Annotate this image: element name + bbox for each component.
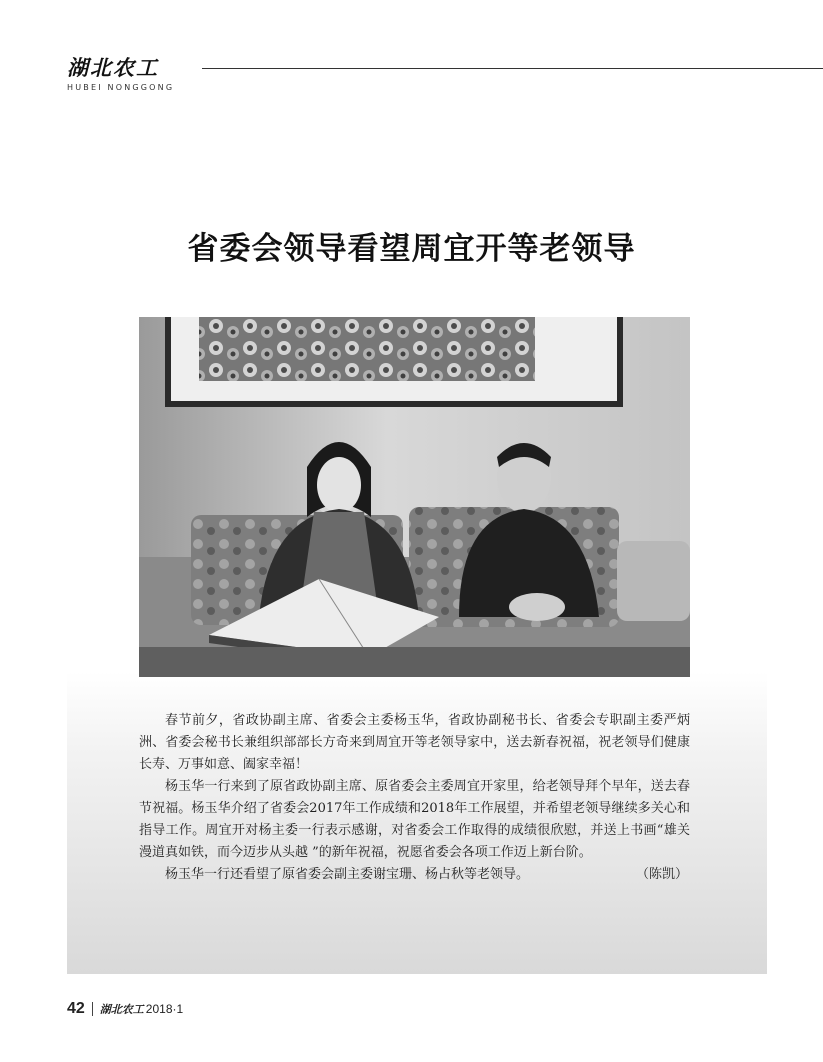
article-title: 省委会领导看望周宜开等老领导: [187, 231, 636, 267]
page-footer: [67, 1000, 183, 1018]
footer-divider: [92, 1002, 93, 1016]
footer-issue: 2018·1: [145, 1002, 184, 1016]
page-number: 42: [67, 1000, 85, 1017]
header-pinyin: HUBEI NONGGONG: [67, 83, 175, 92]
article-body: [139, 710, 690, 886]
footer-magazine-name: 湖北农工: [99, 1003, 144, 1016]
article-paragraph: 杨玉华一行来到了原省政协副主席、原省委会主委周宜开家里，给老领导拜个早年，送去春节祝福。杨玉华介绍了省委会2017年工作成绩和2018年工作展望，并希望老领导继续多关心和指导工作。周宜开对杨主委一行表示感谢，对省委会工作取得的成绩很欣慰，并送上书画“雄关漫道真如铁，而今迈步从头越 ”的新年祝福，祝愿省委会各项工作迈上新台阶。: [139, 779, 690, 860]
author-signature: （陈凯）: [635, 867, 688, 882]
article-paragraph: 春节前夕，省政协副主席、省委会主委杨玉华，省政协副秘书长、省委会专职副主委严炳洲、省委会秘书长兼组织部部长方奇来到周宜开等老领导家中，送去新春祝福，祝老领导们健康长寿、万事如意、阖家幸福！: [139, 713, 690, 772]
article-paragraph-last: [139, 864, 690, 886]
header-logo: 湖北农工: [67, 55, 159, 80]
article-photo: [139, 317, 690, 677]
article-paragraph-text: 杨玉华一行还看望了原省委会副主委谢宝珊、杨占秋等老领导。: [165, 867, 530, 882]
header-rule: [202, 68, 823, 69]
